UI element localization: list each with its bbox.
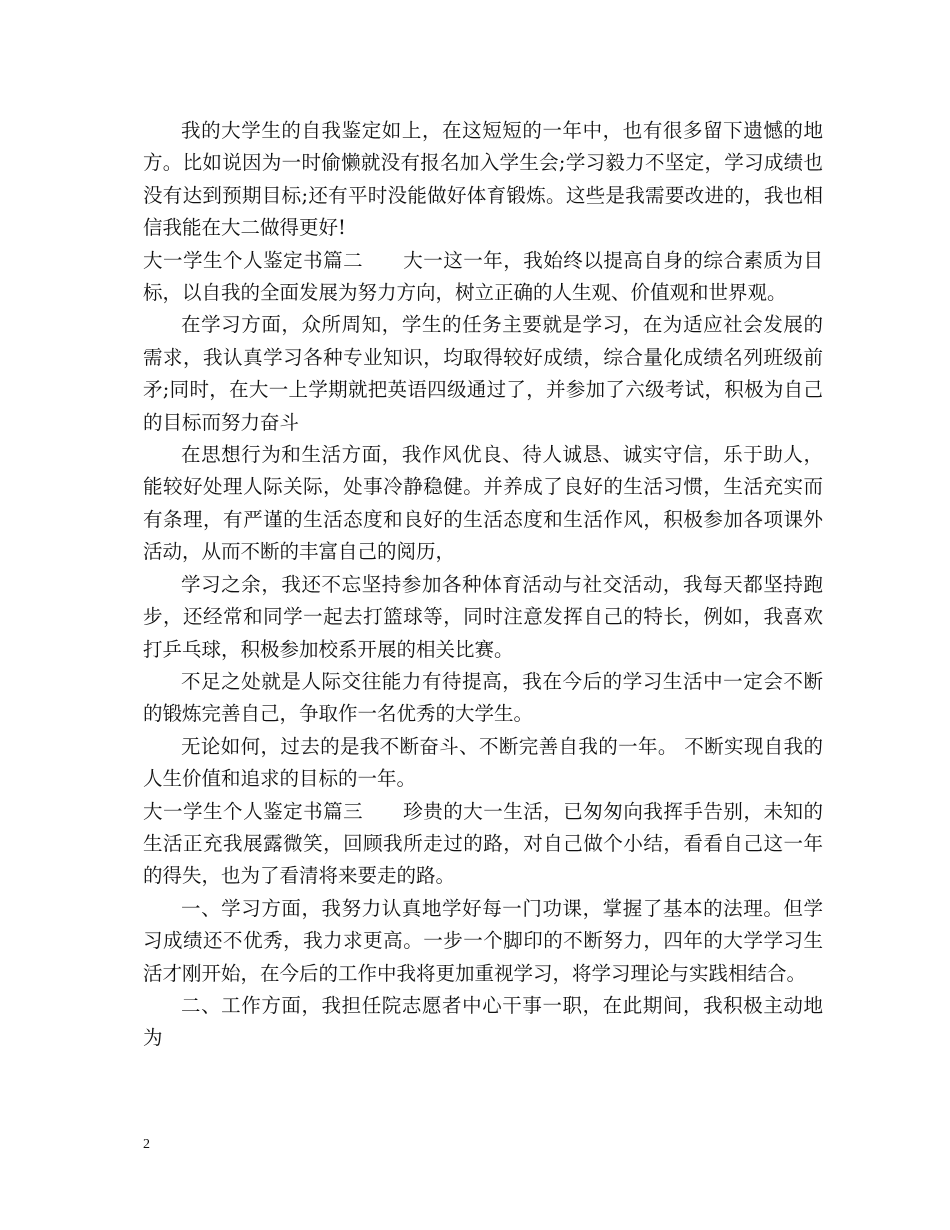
paragraph-section-three-heading: 大一学生个人鉴定书篇三 珍贵的大一生活，已匆匆向我挥手告别，未知的生活正充我展露微笑，回顾我所走过的路，对自己做个小结，看看自己这一年的得失，也为了看清将来要走的路。 <box>143 799 823 888</box>
page-number: 2 <box>143 1137 150 1152</box>
paragraph-sports-social: 学习之余，我还不忘坚持参加各种体育活动与社交活动，我每天都坚持跑步，还经常和同学一起去打篮球等，同时注意发挥自己的特长，例如，我喜欢打乒乓球，积极参加校系开展的相关比赛。 <box>143 572 823 661</box>
paragraph-study: 在学习方面，众所周知，学生的任务主要就是学习，在为适应社会发展的需求，我认真学习各种专业知识，均取得较好成绩，综合量化成绩名列班级前矛;同时，在大一上学期就把英语四级通过了，并参加了六级考试，积极为自己的目标而努力奋斗 <box>143 313 823 434</box>
document-body <box>143 115 823 1055</box>
paragraph-work-aspect: 二、工作方面，我担任院志愿者中心干事一职，在此期间，我积极主动地为 <box>143 993 823 1050</box>
paragraph-section-two-heading: 大一学生个人鉴定书篇二 大一这一年，我始终以提高自身的综合素质为目标，以自我的全面发展为努力方向，树立正确的人生观、价值观和世界观。 <box>143 248 823 305</box>
paragraph-conclusion: 无论如何，过去的是我不断奋斗、不断完善自我的一年。 不断实现自我的人生价值和追求的目标的一年。 <box>143 734 823 791</box>
paragraph-study-aspect: 一、学习方面，我努力认真地学好每一门功课，掌握了基本的法理。但学习成绩还不优秀，我力求更高。一步一个脚印的不断努力，四年的大学学习生活才刚开始，在今后的工作中我将更加重视学习，将学习理论与实践相结合。 <box>143 896 823 985</box>
paragraph-conduct-life: 在思想行为和生活方面，我作风优良、待人诚恳、诚实守信，乐于助人，能较好处理人际关际，处事冷静稳健。并养成了良好的生活习惯，生活充实而有条理，有严谨的生活态度和良好的生活态度和生活作风，积极参加各项课外活动，从而不断的丰富自己的阅历， <box>143 443 823 564</box>
paragraph-shortcomings: 不足之处就是人际交往能力有待提高，我在今后的学习生活中一定会不断的锻炼完善自己，争取作一名优秀的大学生。 <box>143 669 823 726</box>
paragraph-self-assessment-summary: 我的大学生的自我鉴定如上，在这短短的一年中，也有很多留下遗憾的地方。比如说因为一时偷懒就没有报名加入学生会;学习毅力不坚定，学习成绩也没有达到预期目标;还有平时没能做好体育锻炼。这些是我需要改进的，我也相信我能在大二做得更好! <box>143 119 823 240</box>
